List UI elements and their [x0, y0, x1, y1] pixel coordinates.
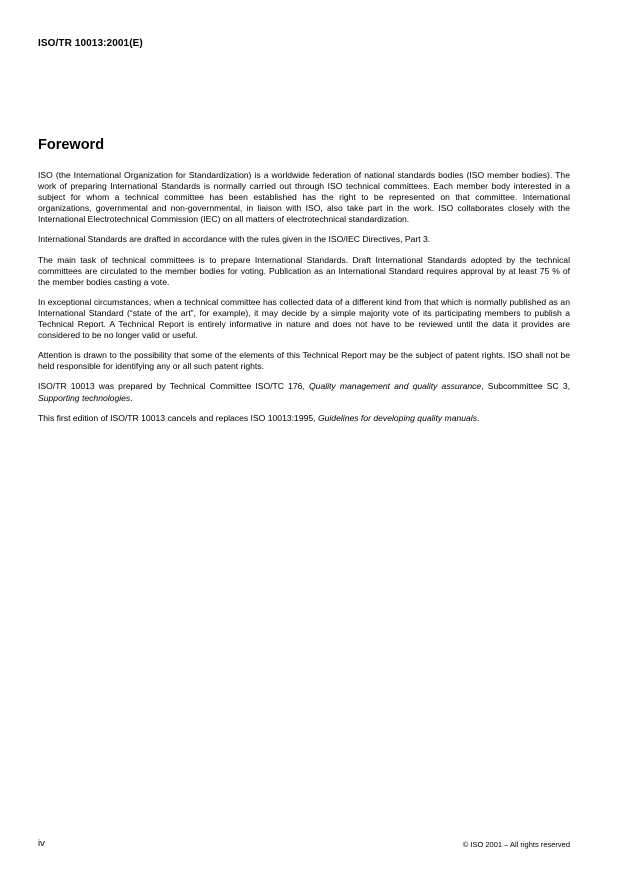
subcommittee-title: Supporting technologies: [38, 392, 131, 403]
paragraph-prepared-by: [38, 381, 570, 403]
page-title: Foreword: [38, 137, 105, 153]
paragraph-iso-federation: ISO (the International Organization for Standardization) is a worldwide federation of national standards bodies (ISO member bodies). The work of preparing International Standards is normally carried out through ISO technical committees. Each member body interested in a subject for whom a technical committee has been established has the right to be represented on that committee. International organizations, governmental and non-governmental, in liaison with ISO, also take part in the work. ISO collaborates closely with the International Electrotechnical Commission (IEC) on all matters of electrotechnical standardization.: [38, 170, 570, 225]
foreword-body: [38, 170, 570, 433]
prepared-by-text: ISO/TR 10013 was prepared by Technical Committee ISO/TC 176,: [38, 381, 309, 392]
copyright-notice: © ISO 2001 – All rights reserved: [462, 840, 570, 849]
edition-text: This first edition of ISO/TR 10013 cancels and replaces ISO 10013:1995,: [38, 412, 318, 423]
paragraph-edition: [38, 413, 570, 424]
prepared-by-end: .: [130, 392, 133, 403]
prepared-by-subcommittee: , Subcommittee SC 3,: [481, 381, 570, 392]
committee-title: Quality management and quality assurance: [308, 381, 482, 392]
page-number: iv: [38, 838, 45, 849]
paragraph-technical-report: In exceptional circumstances, when a technical committee has collected data of a different kind from that which is normally published as an International Standard (“state of the art”, for example), it may decide by a simple majority vote of its participating members to publish a Technical Report. A Technical Report is entirely informative in nature and does not have to be reviewed until the data it provides are considered to be no longer valid or useful.: [38, 296, 570, 341]
paragraph-committee-task: The main task of technical committees is to prepare International Standards. Draft International Standards adopted by the technical committees are circulated to the member bodies for voting. Publication as an International Standard requires approval by at least 75 % of the member bodies casting a vote.: [38, 254, 570, 287]
replaced-standard-title: Guidelines for developing quality manuals: [317, 412, 478, 423]
paragraph-patent-rights: Attention is drawn to the possibility that some of the elements of this Technical Report may be the subject of patent rights. ISO shall not be held responsible for identifying any or all such patent rights.: [38, 350, 570, 372]
document-id: ISO/TR 10013:2001(E): [38, 38, 143, 49]
edition-end: .: [477, 412, 480, 423]
paragraph-drafting-rules: International Standards are drafted in accordance with the rules given in the ISO/IEC Directives, Part 3.: [38, 234, 431, 245]
